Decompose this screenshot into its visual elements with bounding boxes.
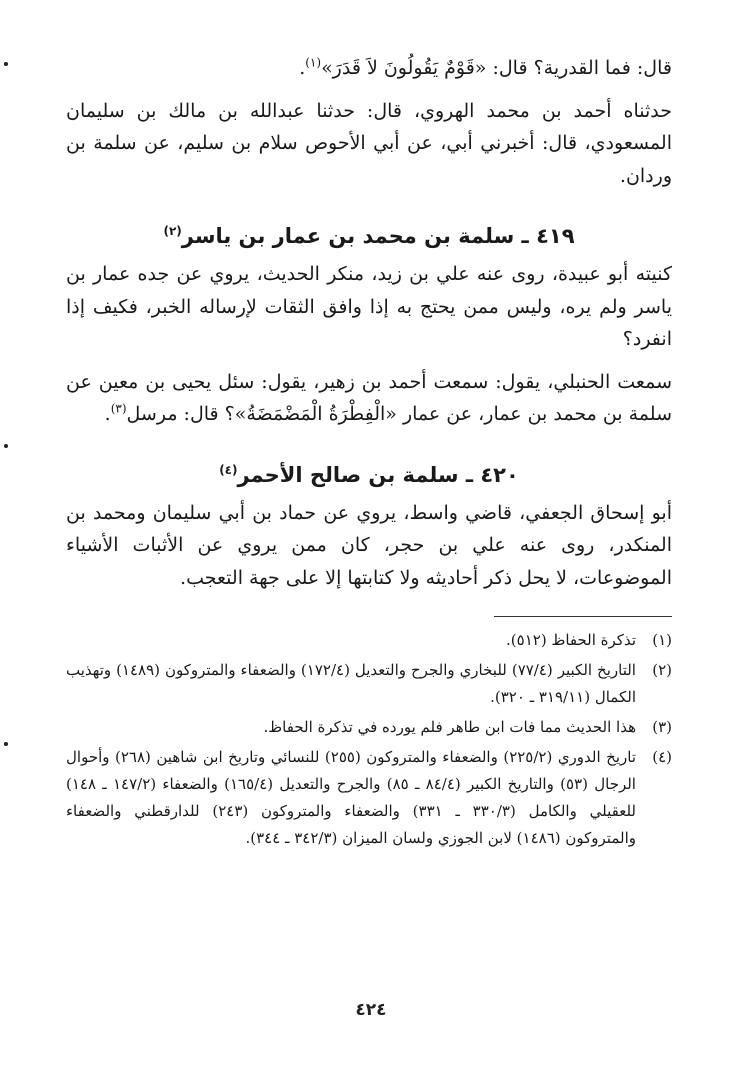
footnotes (66, 627, 672, 852)
footnote-ref-3: (٣) (110, 401, 127, 416)
intro-text-end: . (299, 57, 306, 79)
scan-mark (4, 742, 8, 746)
scan-mark (4, 444, 8, 448)
footnote-1 (66, 627, 672, 654)
footnote-ref-2: (٢) (163, 224, 182, 238)
footnote-text: تذكرة الحفاظ (٥١٢). (506, 631, 636, 649)
entry-419-text-end: . (104, 403, 111, 425)
scan-mark (4, 62, 8, 66)
footnote-number: (١) (652, 631, 672, 649)
entry-419-title: ٤١٩ ـ سلمة بن محمد بن عمار بن ياسر (181, 224, 575, 248)
entry-419-heading (66, 220, 672, 252)
entry-419-paragraph-1: كنيته أبو عبيدة، روى عنه علي بن زيد، منكر الحديث، يروي عن جده عمار بن ياسر ولم يره، وليس ممن يحتج به إذا وافق الثقات لإرساله الخبر، فكيف إذا انفرد؟ (66, 263, 672, 350)
intro-paragraph-2: حدثناه أحمد بن محمد الهروي، قال: حدثنا عبدالله بن مالك بن سليمان المسعودي، قال: أخبرني أبي، عن أبي الأحوص سلام بن سليم، عن سلمة بن وردان. (66, 99, 672, 187)
intro-text: قال: فما القدرية؟ قال: «قَوْمٌ يَقُولُونَ لاَ قَدَرَ» (321, 57, 672, 79)
footnote-number: (٤) (652, 748, 672, 766)
footnote-text: التاريخ الكبير (٧٧/٤) للبخاري والجرح والتعديل (١٧٢/٤) والضعفاء والمتروكون (١٤٨٩) وتهذيب الكمال (٣١٩/١١ ـ ٣٢٠). (66, 661, 636, 706)
entry-419-paragraph-2 (66, 366, 672, 431)
page-content (66, 52, 672, 855)
footnote-3 (66, 714, 672, 741)
footnote-text: هذا الحديث مما فات ابن طاهر فلم يورده في تذكرة الحفاظ. (263, 718, 636, 736)
entry-420-paragraph-1: أبو إسحاق الجعفي، قاضي واسط، يروي عن حماد بن أبي سليمان ومحمد بن المنكدر، روى عنه علي بن حجر، كان ممن يروي عن الأثبات الأشياء الموضوعات، لا يحل ذكر أحاديثه ولا كتابتها إلا على جهة التعجب. (66, 501, 672, 589)
entry-420-heading (66, 459, 672, 491)
entry-419-text: سمعت الحنبلي، يقول: سمعت أحمد بن زهير، يقول: سئل يحيى بن معين عن سلمة بن محمد بن عمار، عن عمار «الْفِطْرَةُ الْمَضْمَضَةُ»؟ قال: مرسل (66, 370, 672, 425)
footnote-2 (66, 657, 672, 711)
footnote-number: (٣) (652, 718, 672, 736)
footnote-number: (٢) (652, 661, 672, 679)
entry-420-title: ٤٢٠ ـ سلمة بن صالح الأحمر (237, 462, 519, 487)
footnote-ref-1: (١) (305, 55, 322, 70)
footnote-ref-4: (٤) (219, 462, 238, 477)
page-number: ٤٢٤ (355, 1000, 387, 1020)
footnote-text: تاريخ الدوري (٢٢٥/٢) والضعفاء والمتروكون (٢٥٥) للنسائي وتاريخ ابن شاهين (٢٦٨) وأحوال الرجال (٥٣) والتاريخ الكبير (٨٤/٤ ـ ٨٥) والجرح والتعديل (١٦٥/٤) والضعفاء (١٤٧/٢ ـ ١٤٨) للعقيلي والكامل (٣٣٠/٣ ـ ٣٣١) والضعفاء والمتروكون (٢٤٣) للدارقطني والضعفاء والمتروكون (١٤٨٦) لابن الجوزي ولسان الميزان (٣٤٢/٣ ـ ٣٤٤). (66, 748, 636, 847)
footnote-divider (494, 616, 672, 617)
intro-paragraph-1 (66, 52, 672, 85)
footnote-4 (66, 744, 672, 852)
